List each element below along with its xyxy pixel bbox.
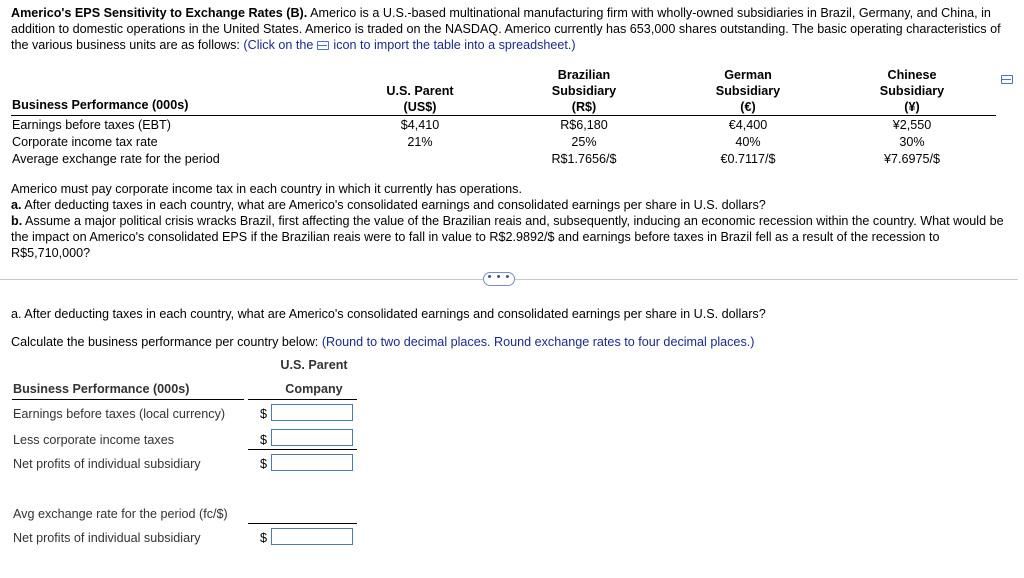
table-cell: R$6,180 [560,118,608,132]
col-header-brazilian: Brazilian Subsidiary (R$) [551,68,617,114]
answer-row-label: Net profits of individual subsidiary [13,457,201,471]
col-header-us-parent: U.S. Parent (US$) [386,84,454,114]
exchange-rate-rule [248,523,357,524]
question-b: b. Assume a major political crisis wracks Brazil, first affecting the value of the Brazilian reais and, subsequently, inducing an economic recession within the country. What would be the impact on Americo's consolidated EPS if the Brazilian reais were to fall in value to R$2.9892/$ and earnings before taxes in Brazil fell as a result of the recession to R$5,710,000? [11,214,1004,260]
table-cell: €4,400 [728,118,768,132]
table-cell: 30% [899,135,925,149]
currency-symbol: $ [260,433,268,447]
answer-col-header: U.S. Parent [280,358,348,372]
table-cell: €0.7117/$ [720,152,776,166]
table-cell: 40% [735,135,761,149]
table-row-label: Corporate income tax rate [12,135,158,149]
problem-note: Americo must pay corporate income tax in each country in which it currently has operations. [11,182,522,196]
answer-instruction: Calculate the business performance per country below: (Round to two decimal places. Round exchange rates to four decimal places.) [11,335,755,349]
corporate-taxes-input[interactable] [271,429,353,446]
table-cell: R$1.7656/$ [551,152,617,166]
table-row-header: Business Performance (000s) [12,98,189,112]
table-cell: 25% [571,135,597,149]
table-cell: ¥2,550 [892,118,932,132]
answer-col-rule [248,399,357,400]
answer-label-rule [12,399,244,400]
table-cell: 21% [407,135,433,149]
table-row-label: Earnings before taxes (EBT) [12,118,171,132]
spreadsheet-icon [317,41,329,50]
table-cell: ¥7.6975/$ [883,152,941,166]
expand-question-button[interactable]: • • • [483,272,515,286]
answer-row-label: Earnings before taxes (local currency) [13,407,226,421]
import-link-prefix: (Click on the [243,38,314,52]
import-table-link[interactable] [243,38,575,52]
table-import-icon[interactable] [1001,75,1013,84]
currency-symbol: $ [260,531,268,545]
problem-title: Americo's EPS Sensitivity to Exchange Rates (B). [11,6,308,20]
rounding-note: (Round to two decimal places. Round exchange rates to four decimal places.) [321,335,755,349]
answer-row-label: Avg exchange rate for the period (fc/$) [13,507,228,521]
question-a: a. After deducting taxes in each country, what are Americo's consolidated earnings and consolidated earnings per share in U.S. dollars? [11,198,766,212]
col-header-german: German Subsidiary (€) [715,68,781,114]
net-profits-input[interactable] [271,454,353,471]
import-link-suffix: icon to import the table into a spreadsheet.) [333,38,576,52]
table-row-label: Average exchange rate for the period [12,152,220,166]
problem-statement [11,181,1016,261]
col-header-chinese: Chinese Subsidiary (¥) [879,68,945,114]
answer-col-subheader: Company [285,382,343,396]
ebt-input[interactable] [271,404,353,421]
table-header-divider [11,115,996,116]
net-profits-usd-input[interactable] [271,528,353,545]
problem-description: Americo is a U.S.-based multinational manufacturing firm with wholly-owned subsidiaries in Brazil, Germany, and China, in addition to domestic operations in the United States. Americo is traded on the NASDAQ. Americo currently has 653,000 shares outstanding. The basic operating characteristics of the various business units are as follows: [11,6,1001,52]
subtotal-rule [248,449,357,450]
problem-intro [11,5,1016,53]
answer-row-label: Net profits of individual subsidiary [13,531,201,545]
answer-question: a. After deducting taxes in each country, what are Americo's consolidated earnings and consolidated earnings per share in U.S. dollars? [11,307,766,321]
currency-symbol: $ [260,457,268,471]
table-cell: $4,410 [400,118,440,132]
answer-row-label: Less corporate income taxes [13,433,175,447]
answer-row-header: Business Performance (000s) [13,382,190,396]
currency-symbol: $ [260,407,268,421]
